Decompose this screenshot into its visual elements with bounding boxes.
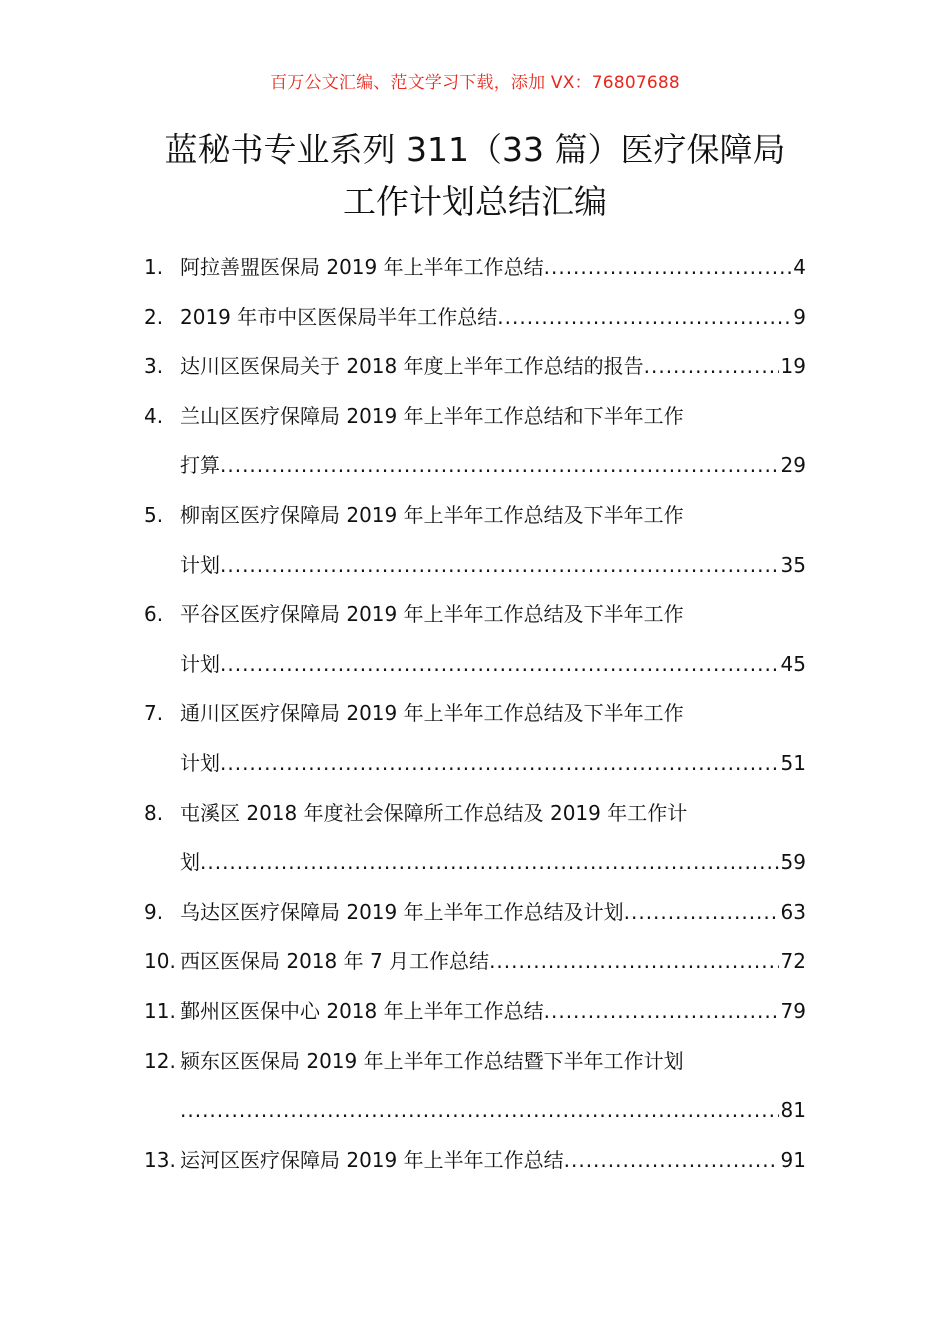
toc-entry-title: 西区医保局 2018 年 7 月工作总结	[180, 949, 490, 974]
toc-entry-page: 63	[780, 899, 806, 924]
toc-entry-3[interactable]	[144, 342, 806, 392]
toc-entry-12[interactable]	[144, 1037, 806, 1136]
toc-entry-number: 1.	[144, 255, 164, 279]
toc-entry-page: 79	[780, 998, 806, 1023]
toc-entry-page: 29	[780, 453, 806, 478]
toc-entry-title: 通川区医疗保障局 2019 年上半年工作总结及下半年工作	[180, 701, 684, 726]
toc-entry-page: 35	[780, 552, 806, 577]
toc-entry-page: 91	[780, 1147, 806, 1172]
dot-leader	[220, 739, 779, 789]
dot-leader	[624, 888, 779, 938]
toc-entry-title: 达川区医保局关于 2018 年度上半年工作总结的报告	[180, 354, 644, 379]
toc-entry-1[interactable]	[144, 243, 806, 293]
toc-entry-page: 51	[780, 750, 806, 775]
toc-entry-title: 平谷区医疗保障局 2019 年上半年工作总结及下半年工作	[180, 602, 684, 627]
dot-leader	[220, 541, 779, 591]
watermark-banner: 百万公文汇编、范文学习下载，添加 VX：76807688	[270, 73, 680, 93]
page-title	[0, 124, 950, 228]
dot-leader	[544, 243, 792, 293]
toc-entry-number: 13.	[144, 1147, 176, 1172]
toc-entry-11[interactable]	[144, 987, 806, 1037]
title-line-2: 工作计划总结汇编	[343, 182, 607, 221]
toc-entry-13[interactable]	[144, 1136, 806, 1186]
toc-entry-title-continued: 计划	[180, 651, 220, 676]
toc-entry-10[interactable]	[144, 937, 806, 987]
toc-entry-2[interactable]	[144, 293, 806, 343]
toc-entry-title: 柳南区医疗保障局 2019 年上半年工作总结及下半年工作	[180, 502, 684, 527]
toc-entry-title-continued: 计划	[180, 750, 220, 775]
dot-leader	[180, 1086, 779, 1136]
toc-entry-number: 2.	[144, 304, 164, 329]
toc-entry-number: 12.	[144, 1048, 176, 1073]
toc-entry-number: 6.	[144, 602, 164, 627]
dot-leader	[644, 342, 779, 392]
toc-entry-title-continued: 打算	[180, 453, 220, 478]
toc-entry-title: 阿拉善盟医保局 2019 年上半年工作总结	[180, 255, 544, 279]
toc-entry-number: 4.	[144, 403, 164, 428]
toc-entry-page: 9	[793, 304, 806, 329]
dot-leader	[497, 293, 791, 343]
title-line-1: 蓝秘书专业系列 311（33 篇）医疗保障局	[164, 130, 786, 169]
toc-entry-number: 7.	[144, 701, 164, 726]
toc-entry-number: 11.	[144, 998, 176, 1023]
dot-leader	[544, 987, 779, 1037]
toc-entry-page: 19	[780, 354, 806, 379]
toc-entry-title: 2019 年市中区医保局半年工作总结	[180, 304, 498, 329]
dot-leader	[564, 1136, 779, 1186]
toc-entry-title: 颍东区医保局 2019 年上半年工作总结暨下半年工作计划	[180, 1048, 684, 1073]
toc-entry-page: 4	[793, 255, 806, 279]
table-of-contents	[144, 243, 806, 1185]
toc-entry-title-continued: 划	[180, 850, 200, 875]
toc-entry-5[interactable]	[144, 491, 806, 590]
toc-entry-number: 8.	[144, 800, 164, 825]
toc-entry-7[interactable]	[144, 689, 806, 788]
dot-leader	[220, 441, 779, 491]
toc-entry-9[interactable]	[144, 888, 806, 938]
toc-entry-title: 运河区医疗保障局 2019 年上半年工作总结	[180, 1147, 564, 1172]
toc-entry-title: 兰山区医疗保障局 2019 年上半年工作总结和下半年工作	[180, 403, 684, 428]
dot-leader	[200, 838, 779, 888]
toc-entry-title: 屯溪区 2018 年度社会保障所工作总结及 2019 年工作计	[180, 800, 688, 825]
toc-entry-number: 5.	[144, 502, 164, 527]
toc-entry-number: 9.	[144, 899, 164, 924]
dot-leader	[220, 640, 779, 690]
toc-entry-title-continued: 计划	[180, 552, 220, 577]
toc-entry-page: 81	[780, 1098, 806, 1123]
toc-entry-4[interactable]	[144, 392, 806, 491]
toc-entry-page: 72	[780, 949, 806, 974]
toc-entry-page: 45	[780, 651, 806, 676]
toc-entry-title: 乌达区医疗保障局 2019 年上半年工作总结及计划	[180, 899, 624, 924]
toc-entry-page: 59	[780, 850, 806, 875]
toc-entry-number: 10.	[144, 949, 176, 974]
dot-leader	[489, 937, 778, 987]
toc-entry-8[interactable]	[144, 789, 806, 888]
toc-entry-6[interactable]	[144, 590, 806, 689]
toc-entry-number: 3.	[144, 354, 164, 379]
toc-entry-title: 鄞州区医保中心 2018 年上半年工作总结	[180, 998, 544, 1023]
